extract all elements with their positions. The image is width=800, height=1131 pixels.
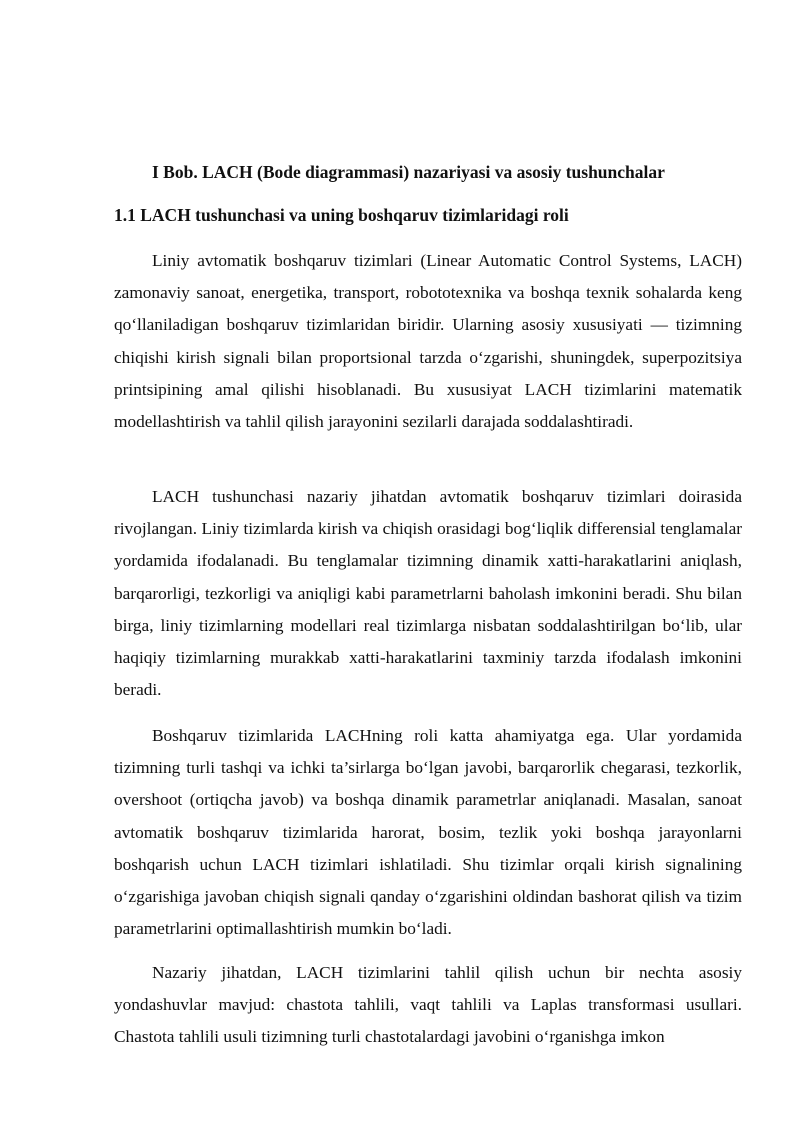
paragraph-3: Boshqaruv tizimlarida LACHning roli katta ahamiyatga ega. Ular yordamida tizimning turli tashqi va ichki ta’sirlarga bo‘lgan javobi, barqarorlik chegarasi, tezkorlik, overshoot (ortiqcha javob) va boshqa dinamik parametrlar aniqlanadi. Masalan, sanoat avtomatik boshqaruv tizimlarida harorat, bosim, tezlik yoki boshqa jarayonlarni boshqarish uchun LACH tizimlari ishlatiladi. Shu tizimlar orqali kirish signalining o‘zgarishiga javoban chiqish signali qanday o‘zgarishini oldindan bashorat qilish va tizim parametrlarini optimallashtirish mumkin bo‘ladi. (114, 726, 742, 939)
paragraph-4: Nazariy jihatdan, LACH tizimlarini tahlil qilish uchun bir nechta asosiy yondashuvlar mavjud: chastota tahlili, vaqt tahlili va Laplas transformasi usullari. Chastota tahlili usuli tizimning turli chastotalardagi javobini o‘rganishga imkon (114, 963, 742, 1047)
chapter-title: I Bob. LACH (Bode diagrammasi) nazariyasi va asosiy tushunchalar (152, 162, 665, 182)
paragraph-1: Liniy avtomatik boshqaruv tizimlari (Linear Automatic Control Systems, LACH) zamonaviy sanoat, energetika, transport, robototexnika va boshqa texnik sohalarda keng qo‘llaniladigan boshqaruv tizimlaridan biridir. Ularning asosiy xususiyati — tizimning chiqishi kirish signali bilan proportsional tarzda o‘zgarishi, shuningdek, superpozitsiya printsipining amal qilishi hisoblanadi. Bu xususiyat LACH tizimlarini matematik modellashtirish va tahlil qilish jarayonini sezilarli darajada soddalashtiradi. (114, 251, 742, 432)
paragraph-2: LACH tushunchasi nazariy jihatdan avtomatik boshqaruv tizimlari doirasida rivojlangan. Liniy tizimlarda kirish va chiqish orasidagi bog‘liqlik differensial tenglamalar yordamida ifodalanadi. Bu tenglamalar tizimning dinamik xatti-harakatlarini aniqlash, barqarorligi, tezkorligi va aniqligi kabi parametrlarni baholash imkonini beradi. Shu bilan birga, liniy tizimlarning modellari real tizimlarga nisbatan soddalashtirilgan bo‘lib, ular haqiqiy tizimlarning murakkab xatti-harakatlarini taxminiy tarzda ifodalash imkonini beradi. (114, 487, 742, 700)
section-title: 1.1 LACH tushunchasi va uning boshqaruv tizimlaridagi roli (114, 205, 569, 225)
